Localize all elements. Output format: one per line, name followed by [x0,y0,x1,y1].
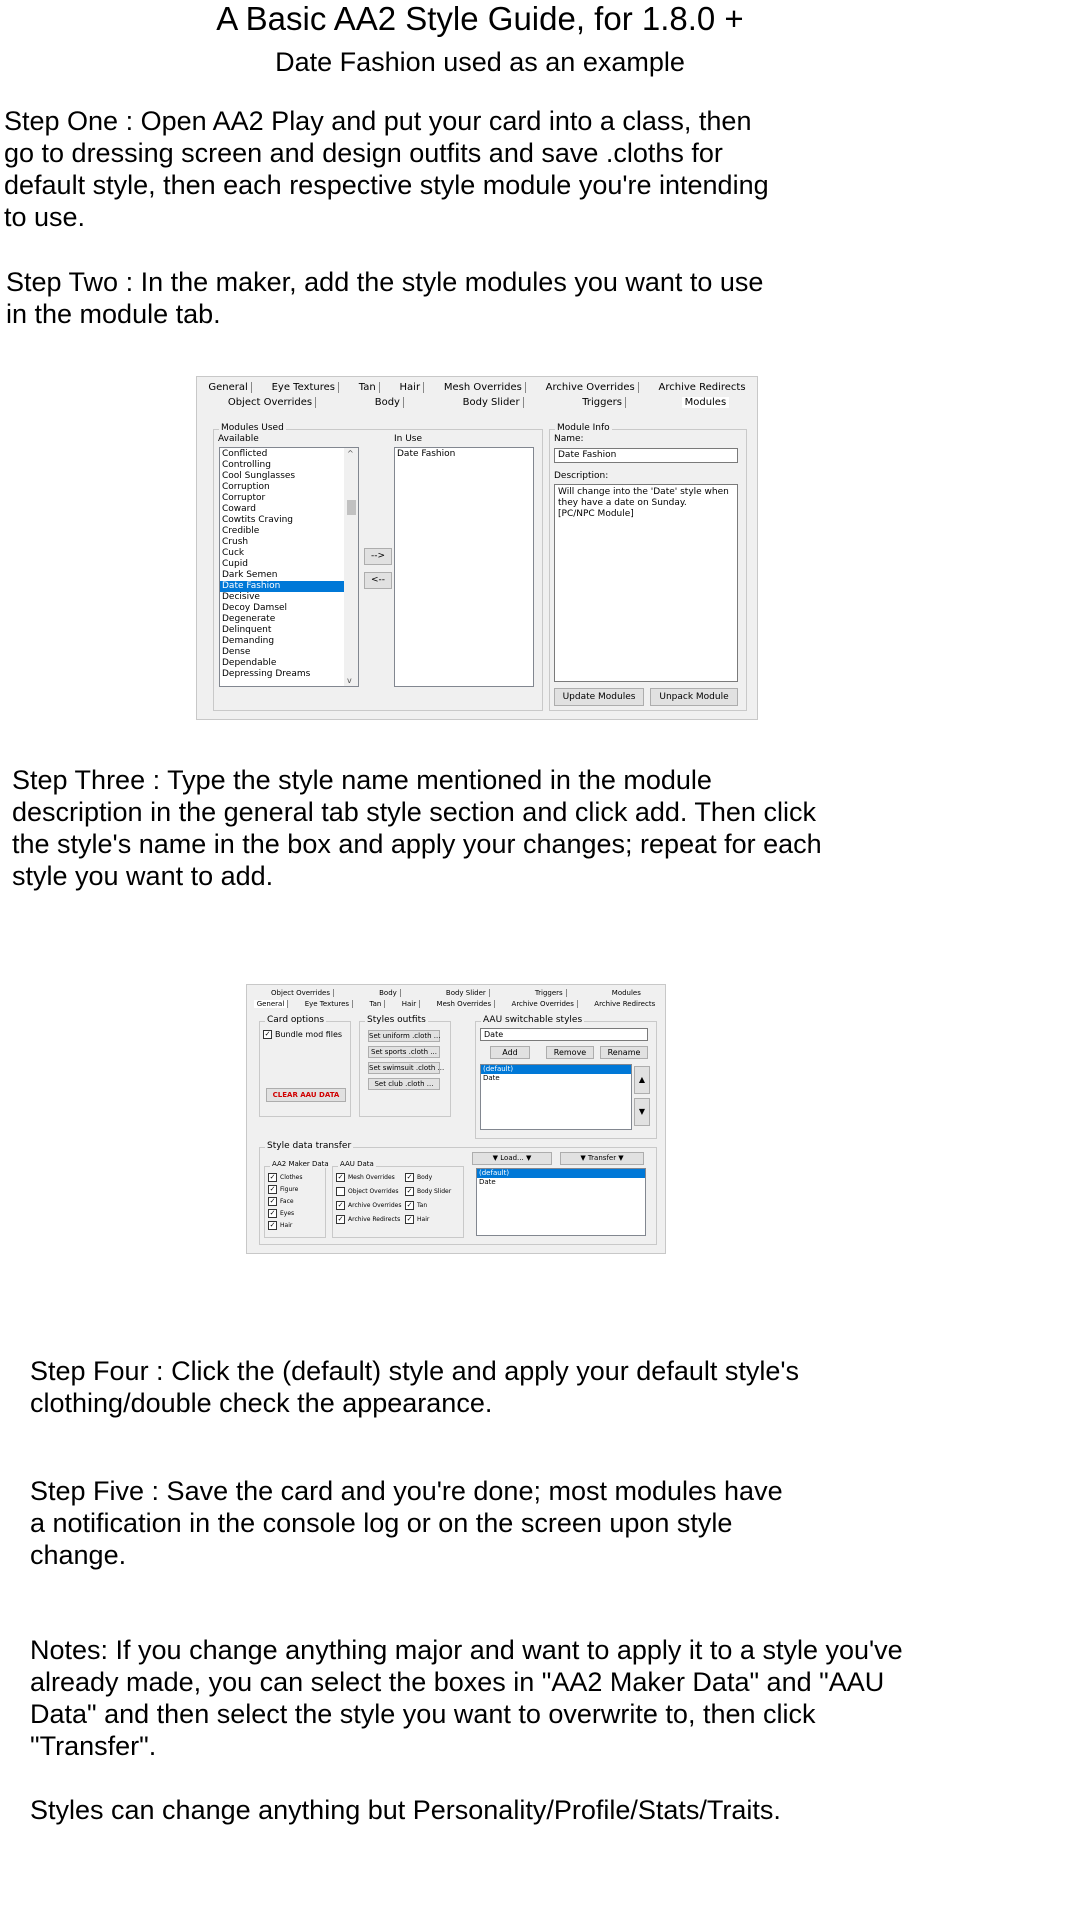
data-checkbox[interactable] [336,1187,399,1196]
checkbox-label: Hair [280,1222,293,1229]
style-list-item[interactable]: (default) [481,1065,631,1074]
tab-eye-textures[interactable]: Eye Textures [302,1000,353,1008]
module-info-group [549,423,747,711]
available-module-item[interactable]: Decisive [222,592,260,602]
in-use-module-item[interactable]: Date Fashion [397,449,456,459]
available-module-item[interactable]: Cowtits Craving [222,515,294,525]
data-checkbox[interactable] [405,1173,432,1182]
scroll-down-icon[interactable]: v [347,676,352,685]
bundle-mod-files-checkbox[interactable]: ✓ Bundle mod files [264,1030,343,1039]
data-checkbox[interactable] [336,1215,400,1224]
available-module-item[interactable]: Delinquent [222,625,272,635]
add-style-button[interactable]: Add [490,1046,530,1059]
tab-general[interactable]: General [254,1000,289,1008]
load-button[interactable]: ▼ Load... ▼ [472,1152,552,1165]
data-checkbox[interactable] [268,1209,294,1218]
card-options-label: Card options [267,1015,325,1025]
checkbox-icon[interactable]: ✓ [406,1187,413,1195]
aau-data-label: AAU Data [340,1160,374,1168]
step-two-text: Step Two : In the maker, add the style modules you want to use in the module tab. [6,267,764,329]
tab-triggers[interactable]: Triggers [579,397,626,408]
module-info-label: Module Info [557,423,610,433]
available-module-item[interactable]: Dense [222,647,251,657]
tab-object-overrides[interactable]: Object Overrides [225,397,316,408]
unpack-module-button[interactable]: Unpack Module [650,688,738,706]
tab-mesh-overrides[interactable]: Mesh Overrides [441,382,526,393]
module-name-field[interactable]: Date Fashion [554,448,738,463]
checkbox-label: Mesh Overrides [348,1174,395,1181]
in-use-modules-list[interactable] [394,447,534,687]
checkbox-label: Tan [417,1202,428,1209]
checkbox-icon[interactable]: ✓ [269,1221,276,1229]
styles-outfits-label: Styles outfits [367,1015,426,1025]
style-data-transfer-label: Style data transfer [267,1141,352,1151]
remove-style-button[interactable]: Remove [546,1046,594,1059]
data-checkbox[interactable] [405,1201,427,1210]
checkbox-label: Eyes [280,1210,295,1217]
data-checkbox[interactable] [336,1201,401,1210]
checkbox-label: Clothes [280,1174,303,1181]
available-module-item[interactable]: Demanding [222,636,275,646]
data-checkbox[interactable] [405,1187,451,1196]
available-module-item[interactable]: Corruptor [222,493,266,503]
move-style-down-button[interactable]: ▼ [634,1098,650,1126]
modules-dialog [196,376,758,720]
tab-body-slider[interactable]: Body Slider [443,989,490,997]
available-module-item[interactable]: Corruption [222,482,270,492]
checkbox-icon[interactable]: ✓ [337,1215,344,1223]
modules-tab-row-bottom [197,397,757,408]
tab-archive-redirects[interactable]: Archive Redirects [594,1000,656,1008]
general-dialog [246,984,666,1254]
checkbox-label: Object Overrides [348,1188,399,1195]
tab-hair[interactable]: Hair [397,382,425,393]
available-module-item[interactable]: Coward [222,504,256,514]
notes-text: Notes: If you change anything major and want to apply it to a style you've already made, you can select the boxes in "AA2 Maker Data" and "AAU Data" and then select the style you want to overwrite to, then click "Transfer". [30,1635,903,1761]
rename-style-button[interactable]: Rename [600,1046,648,1059]
checkbox-icon[interactable] [336,1187,345,1196]
step-four-text: Step Four : Click the (default) style and apply your default style's clothing/double check the appearance. [30,1356,800,1418]
data-checkbox[interactable] [336,1173,395,1182]
switchable-styles-label: AAU switchable styles [483,1015,583,1025]
description-label: Description: [554,471,609,481]
data-checkbox[interactable] [268,1173,303,1182]
tab-archive-overrides[interactable]: Archive Overrides [509,1000,578,1008]
checkbox-icon[interactable]: ✓ [406,1201,413,1209]
available-module-item[interactable]: Degenerate [222,614,276,624]
card-options-group [259,1015,351,1117]
available-module-item[interactable]: Cuck [222,548,245,558]
set-outfit-button[interactable]: Set sports .cloth ... [368,1046,440,1058]
switchable-styles-list[interactable] [480,1064,632,1130]
transfer-list-item[interactable]: Date [479,1178,496,1186]
general-tab-row-top [247,989,665,997]
tab-tan[interactable]: Tan [356,382,380,393]
clear-aau-data-button[interactable]: CLEAR AAU DATA [266,1088,346,1102]
step-one-text: Step One : Open AA2 Play and put your card into a class, then go to dressing screen and design outfits and save .cloths for default style, then each respective style module you're intending to use. [4,106,769,232]
maker-data-group [264,1160,329,1238]
data-checkbox[interactable] [405,1215,429,1224]
tab-body[interactable]: Body [376,989,401,997]
available-module-item[interactable]: Dark Semen [222,570,278,580]
remove-module-button[interactable]: <-- [364,572,392,589]
transfer-button[interactable]: ▼ Transfer ▼ [560,1152,644,1165]
available-module-item[interactable]: Decoy Damsel [222,603,288,613]
styles-note-text: Styles can change anything but Personality/Profile/Stats/Traits. [30,1795,781,1825]
move-style-up-button[interactable]: ▲ [634,1066,650,1094]
scroll-up-icon[interactable]: ^ [347,449,354,458]
data-checkbox[interactable] [268,1221,292,1230]
styles-outfits-group [359,1015,451,1117]
style-list-item[interactable]: Date [483,1074,500,1082]
modules-tab-row-top [197,382,757,393]
page-subtitle: Date Fashion used as an example [275,47,685,77]
tab-modules[interactable]: Modules [682,397,730,408]
tab-archive-overrides[interactable]: Archive Overrides [543,382,639,393]
set-outfit-button[interactable]: Set club .cloth ... [368,1078,440,1090]
checkbox-label: Hair [417,1216,430,1223]
available-module-item[interactable]: Credible [222,526,260,536]
step-three-text: Step Three : Type the style name mentioned in the module description in the general tab style section and click add. Then click the style's name in the box and apply your changes; repeat for each style you want to add. [12,765,822,891]
scroll-thumb[interactable] [347,500,356,515]
checkbox-label: Body [417,1174,433,1181]
set-outfit-button[interactable]: Set swimsuit .cloth ... [369,1064,445,1072]
tab-modules[interactable]: Modules [611,989,641,997]
checkbox-icon[interactable]: ✓ [269,1209,276,1217]
tab-mesh-overrides[interactable]: Mesh Overrides [434,1000,496,1008]
checkbox-icon[interactable]: ✓ [269,1173,276,1181]
step-five-text: Step Five : Save the card and you're done; most modules have a notification in the console log or on the screen upon style change. [30,1476,783,1570]
available-modules-list[interactable] [219,447,359,687]
checkbox-label: Body Slider [417,1188,452,1195]
available-label: Available [218,434,259,444]
available-module-item[interactable]: Cool Sunglasses [222,471,296,481]
style-data-transfer-group [259,1141,657,1245]
available-module-item[interactable]: Dependable [222,658,277,668]
available-module-item[interactable]: Conflicted [222,449,268,459]
transfer-list-item[interactable]: (default) [477,1169,645,1178]
checkbox-icon[interactable]: ✓ [337,1201,344,1209]
tab-archive-redirects[interactable]: Archive Redirects [658,382,746,393]
style-name-field[interactable]: Date [480,1028,648,1041]
tab-general[interactable]: General [205,382,251,393]
checkbox-icon[interactable]: ✓ [406,1215,413,1223]
available-module-item[interactable]: Date Fashion [220,581,358,592]
tab-hair[interactable]: Hair [399,1000,420,1008]
tab-tan[interactable]: Tan [366,1000,385,1008]
switchable-styles-group [475,1015,657,1139]
aau-data-group [332,1160,464,1238]
name-label: Name: [554,434,584,444]
in-use-label: In Use [394,434,423,444]
modules-used-group [213,423,543,711]
add-module-button[interactable]: --> [364,548,392,565]
checkbox-label: Face [280,1198,294,1205]
checkbox-icon[interactable]: ✓ [337,1173,344,1181]
available-list-scrollbar[interactable] [344,448,358,686]
available-module-item[interactable]: Cupid [222,559,248,569]
update-modules-button[interactable]: Update Modules [554,688,644,706]
tab-body-slider[interactable]: Body Slider [460,397,524,408]
tab-object-overrides[interactable]: Object Overrides [268,989,334,997]
transfer-styles-list[interactable] [476,1168,646,1236]
tab-triggers[interactable]: Triggers [532,989,567,997]
maker-data-label: AA2 Maker Data [272,1160,329,1168]
checkbox-icon[interactable]: ✓ [406,1173,413,1181]
available-module-item[interactable]: Controlling [222,460,271,470]
available-module-item[interactable]: Depressing Dreams [222,669,311,679]
data-checkbox[interactable] [268,1185,298,1194]
checkbox-icon[interactable]: ✓ [269,1197,276,1205]
data-checkbox[interactable] [268,1197,294,1206]
checkbox-label: Archive Overrides [348,1202,402,1209]
available-module-item[interactable]: Crush [222,537,249,547]
general-tab-row-bottom [247,1000,665,1008]
set-outfit-button[interactable]: Set uniform .cloth ... [369,1032,441,1040]
page-title: A Basic AA2 Style Guide, for 1.8.0 + [216,0,744,37]
checkbox-label: Archive Redirects [348,1216,401,1223]
tab-body[interactable]: Body [372,397,404,408]
modules-used-label: Modules Used [221,423,284,433]
tab-eye-textures[interactable]: Eye Textures [269,382,339,393]
checkbox-icon[interactable]: ✓ [269,1185,276,1193]
checkbox-label: Figure [280,1186,299,1193]
module-description-field[interactable]: Will change into the 'Date' style when they have a date on Sunday. [PC/NPC Module] [554,484,738,682]
